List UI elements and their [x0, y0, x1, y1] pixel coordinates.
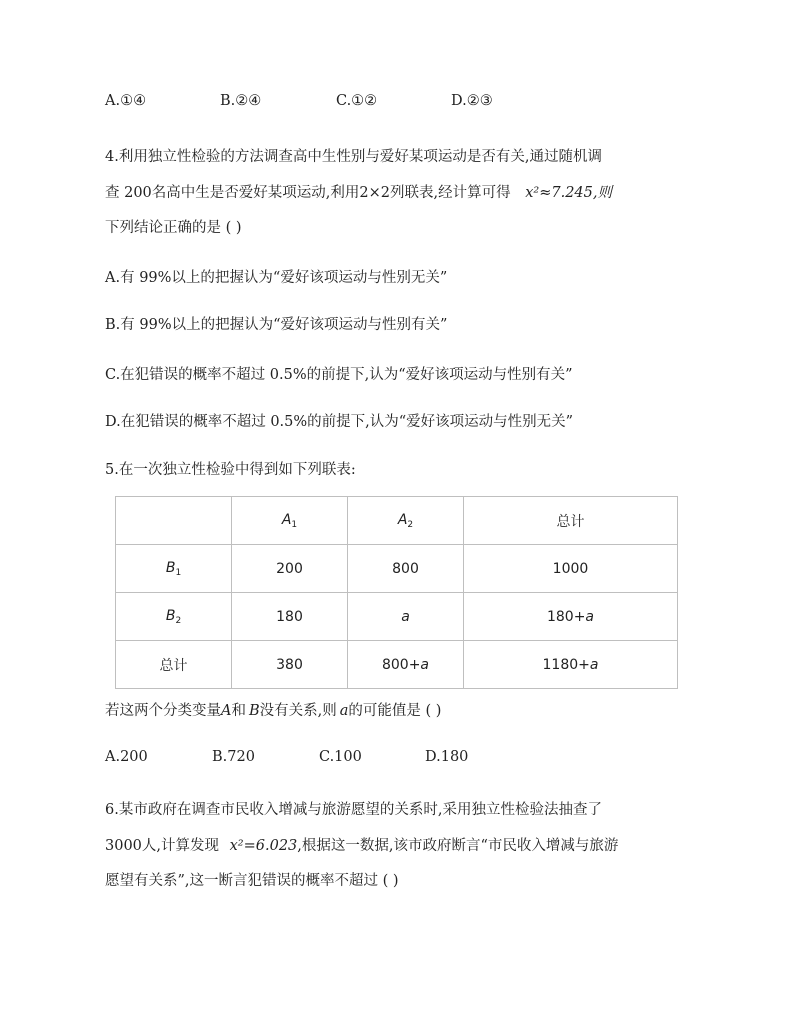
q5-question-text-2: 和 — [231, 703, 246, 719]
q3-option-d: D.②③ — [451, 93, 493, 109]
q4-stem-line-3: 下列结论正确的是 ( ) — [105, 220, 242, 236]
q3-option-b: B.②④ — [220, 93, 262, 109]
table-row — [116, 545, 678, 593]
table-cell: 180 — [232, 593, 348, 641]
contingency-table — [115, 496, 678, 689]
q4-option-b: B.有 99%以上的把握认为“爱好该项运动与性别有关” — [105, 317, 448, 333]
q4-option-d: D.在犯错误的概率不超过 0.5%的前提下,认为“爱好该项运动与性别无关” — [105, 414, 574, 430]
q6-stem-line-3: 愿望有关系”,这一断言犯错误的概率不超过 ( ) — [105, 873, 399, 889]
table-cell: 180+a — [464, 593, 678, 641]
q6-stem-line-2 — [105, 834, 618, 855]
table-header-row — [116, 497, 678, 545]
q5-question-text-1: 若这两个分类变量 — [105, 703, 221, 719]
table-cell: 200 — [232, 545, 348, 593]
q5-var-c: a — [339, 703, 349, 719]
q5-var-b: B — [248, 703, 260, 719]
table-row-label-b1: $B_1$ — [116, 545, 232, 593]
q5-option-c: C.100 — [319, 749, 362, 765]
table-row-label-total: 总计 — [116, 641, 232, 689]
q5-intro: 5.在一次独立性检验中得到如下列联表: — [105, 462, 356, 478]
q5-option-b: B.720 — [212, 749, 255, 765]
q5-question — [105, 699, 441, 720]
q4-option-a: A.有 99%以上的把握认为“爱好该项运动与性别无关” — [105, 270, 448, 286]
q4-stem-line-2-text: 查 200名高中生是否爱好某项运动,利用2×2列联表,经计算可得 — [105, 185, 511, 201]
q4-stem-line-1: 4.利用独立性检验的方法调查高中生性别与爱好某项运动是否有关,通过随机调 — [105, 149, 602, 165]
table-cell: a — [348, 593, 464, 641]
table-header-a2: $A_2$ — [348, 497, 464, 545]
q6-stem-line-1: 6.某市政府在调查市民收入增减与旅游愿望的关系时,采用独立性检验法抽查了 — [105, 802, 602, 818]
q5-question-text-4: 的可能值是 ( ) — [348, 703, 442, 719]
q4-chi-square: x²≈7.245,则 — [525, 185, 612, 201]
table-cell: 800 — [348, 545, 464, 593]
q6-chi-square: x²=6.023 — [229, 838, 298, 854]
q3-option-a: A.①④ — [105, 93, 147, 109]
table-cell: 800+a — [348, 641, 464, 689]
table-cell: 1180+a — [464, 641, 678, 689]
q5-option-a: A.200 — [105, 749, 148, 765]
q3-option-c: C.①② — [336, 93, 378, 109]
q4-stem-line-2 — [105, 181, 612, 202]
table-header-a1: $A_1$ — [232, 497, 348, 545]
q5-question-text-3: 没有关系,则 — [259, 703, 337, 719]
q5-option-d: D.180 — [425, 749, 469, 765]
table-header-total: 总计 — [464, 497, 678, 545]
q5-var-a: A — [221, 703, 232, 719]
table-cell: 380 — [232, 641, 348, 689]
table-row-label-b2: $B_2$ — [116, 593, 232, 641]
q6-stem-line-2-text: 3000人,计算发现 — [105, 838, 220, 854]
q4-option-c: C.在犯错误的概率不超过 0.5%的前提下,认为“爱好该项运动与性别有关” — [105, 367, 573, 383]
table-row — [116, 641, 678, 689]
table-cell: 1000 — [464, 545, 678, 593]
q6-stem-line-2-rest: ,根据这一数据,该市政府断言“市民收入增减与旅游 — [297, 838, 619, 854]
table-corner-cell — [116, 497, 232, 545]
table-row — [116, 593, 678, 641]
